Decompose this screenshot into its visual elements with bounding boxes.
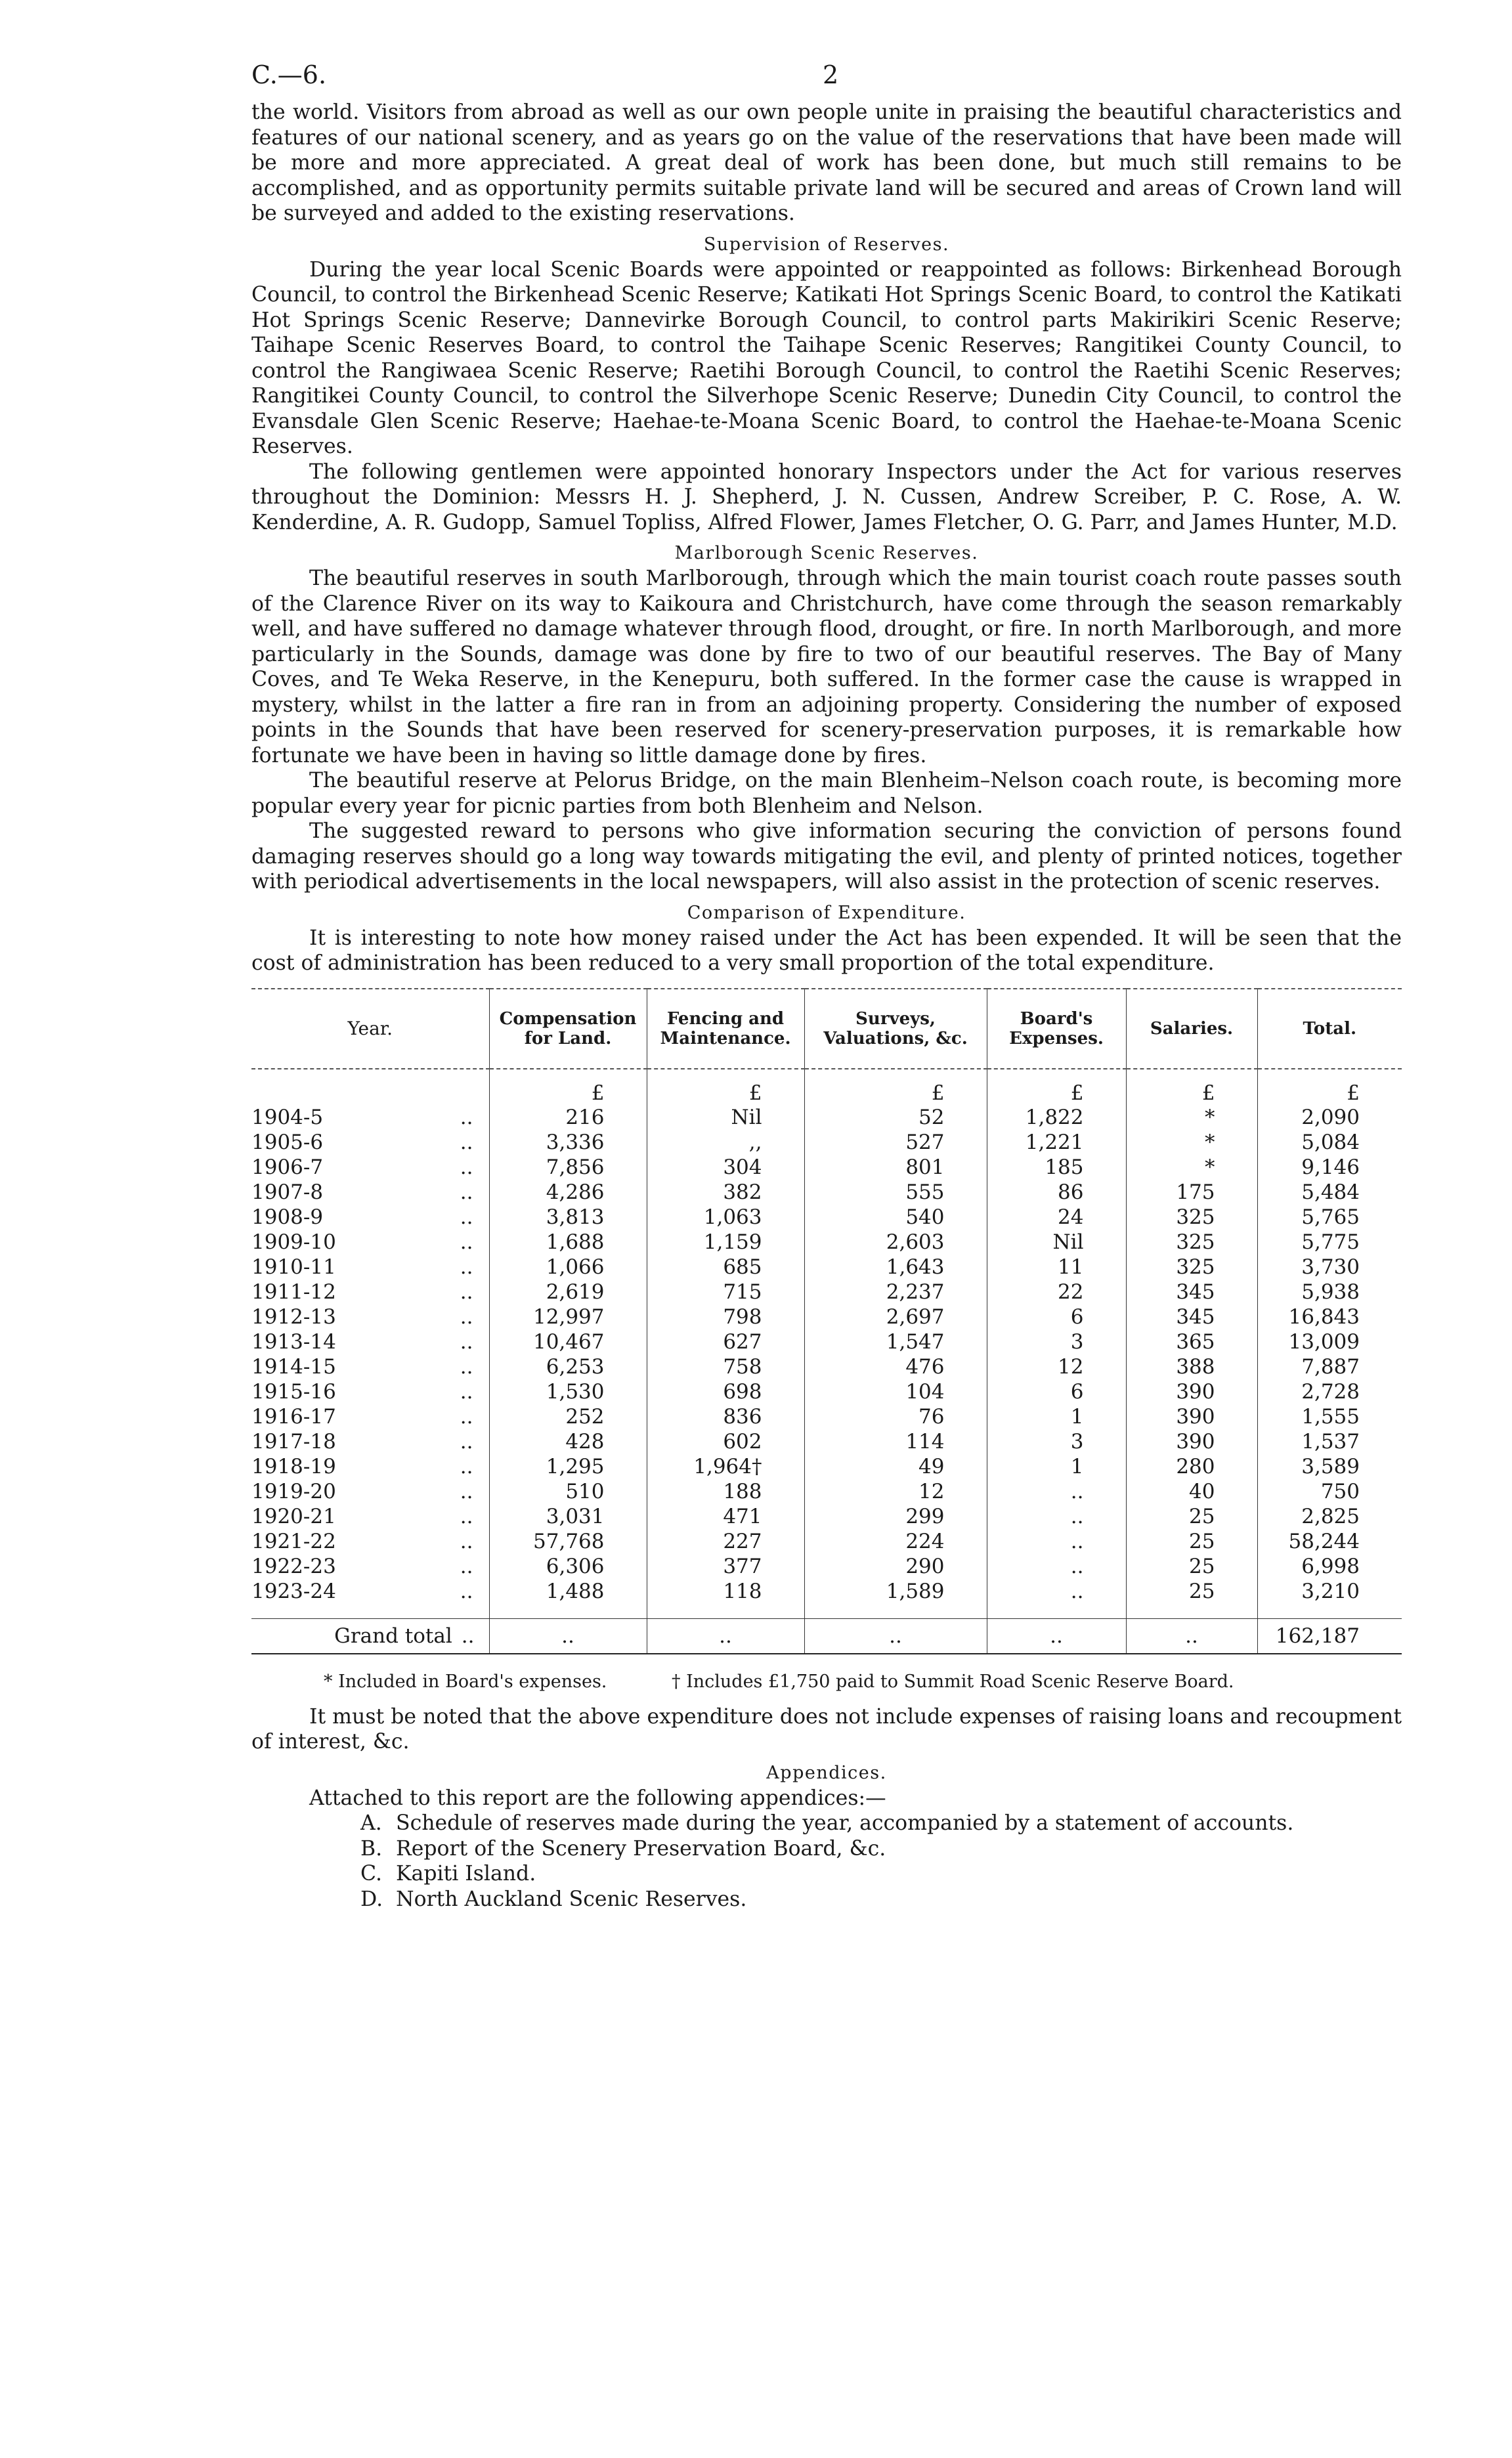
cell-board-expenses: .. xyxy=(987,1554,1126,1579)
spacer-row xyxy=(251,1604,1402,1619)
cell-board-expenses: 1,822 xyxy=(987,1105,1126,1130)
column-header-fencing: Fencing and Maintenance. xyxy=(647,989,804,1069)
cell-year: 1921-22 .. xyxy=(251,1529,473,1553)
cell-total: 750 xyxy=(1257,1479,1402,1504)
grand-total-leader: .. xyxy=(804,1618,987,1654)
cell-compensation: 216 xyxy=(489,1105,647,1130)
section-heading-comparison: Comparison of Expenditure. xyxy=(687,902,966,923)
cell-salaries: 390 xyxy=(1126,1404,1257,1429)
cell-year: 1919-20 .. xyxy=(251,1479,473,1503)
table-row xyxy=(251,1205,1402,1230)
cell-fencing: 798 xyxy=(647,1304,804,1329)
cell-salaries: 325 xyxy=(1126,1230,1257,1255)
table-row xyxy=(251,1429,1402,1454)
cell-surveys: 104 xyxy=(804,1379,987,1404)
cell-fencing: 188 xyxy=(647,1479,804,1504)
unit-label: £ xyxy=(987,1069,1126,1105)
column-header-surveys: Surveys, Valuations, &c. xyxy=(804,989,987,1069)
cell-year: 1910-11 .. xyxy=(251,1255,473,1279)
cell-compensation: 510 xyxy=(489,1479,647,1504)
cell-year: 1923-24 .. xyxy=(251,1579,473,1603)
column-header-year: Year. xyxy=(251,989,489,1069)
appendices-list xyxy=(251,1811,1402,1912)
cell-surveys: 2,237 xyxy=(804,1280,987,1304)
cell-total: 2,090 xyxy=(1257,1105,1402,1130)
cell-total: 9,146 xyxy=(1257,1155,1402,1180)
cell-surveys: 1,589 xyxy=(804,1579,987,1604)
cell-salaries: * xyxy=(1126,1130,1257,1155)
cell-surveys: 2,603 xyxy=(804,1230,987,1255)
document-page xyxy=(251,60,1402,1912)
cell-total: 5,765 xyxy=(1257,1205,1402,1230)
table-row xyxy=(251,1454,1402,1479)
cell-salaries: 390 xyxy=(1126,1429,1257,1454)
cell-total: 1,537 xyxy=(1257,1429,1402,1454)
marlborough-paragraph-2: The beautiful reserve at Pelorus Bridge, on the main Blenheim–Nelson coach route, is becoming more popular every year for picnic parties from both Blenheim and Nelson. xyxy=(251,769,1402,818)
table-header-row xyxy=(251,989,1402,1069)
cell-compensation: 1,295 xyxy=(489,1454,647,1479)
cell-salaries: 25 xyxy=(1126,1554,1257,1579)
cell-year: 1916-17 .. xyxy=(251,1404,473,1429)
supervision-paragraph-2: The following gentlemen were appointed honorary Inspectors under the Act for various reserves throughout the Dominion: Messrs H. J. Shepherd, J. N. Cussen, Andrew Screiber, P. C. Rose, A. W. Kenderdine, A. R. Gudopp, Samuel Topliss, Alfred Flower, James Fletcher, O. G. Parr, and James Hunter, M.D. xyxy=(251,460,1402,534)
cell-total: 3,589 xyxy=(1257,1454,1402,1479)
cell-salaries: 345 xyxy=(1126,1304,1257,1329)
cell-salaries: 365 xyxy=(1126,1329,1257,1354)
cell-compensation: 3,813 xyxy=(489,1205,647,1230)
cell-fencing: 602 xyxy=(647,1429,804,1454)
cell-compensation: 2,619 xyxy=(489,1280,647,1304)
appendix-item xyxy=(360,1836,1402,1862)
cell-year: 1905-6 .. xyxy=(251,1130,473,1154)
cell-year: 1909-10 .. xyxy=(251,1230,473,1254)
marlborough-paragraph-3: The suggested reward to persons who give information securing the conviction of persons found damaging reserves should go a long way towards mitigating the evil, and plenty of printed notices, together with periodical advertisements in the local newspapers, will also assist in the protection of scenic reserves. xyxy=(251,819,1402,894)
cell-salaries: 325 xyxy=(1126,1255,1257,1280)
cell-salaries: 40 xyxy=(1126,1479,1257,1504)
cell-fencing: Nil xyxy=(647,1105,804,1130)
cell-compensation: 1,066 xyxy=(489,1255,647,1280)
cell-fencing: 758 xyxy=(647,1354,804,1379)
grand-total-label: Grand total .. xyxy=(251,1618,489,1654)
cell-fencing: 377 xyxy=(647,1554,804,1579)
grand-total-leader: .. xyxy=(987,1618,1126,1654)
cell-compensation: 252 xyxy=(489,1404,647,1429)
grand-total-value: 162,187 xyxy=(1257,1618,1402,1654)
cell-board-expenses: 12 xyxy=(987,1354,1126,1379)
closing-paragraph: It must be noted that the above expenditure does not include expenses of raising loans and recoupment of interest, &c. xyxy=(251,1704,1402,1754)
cell-compensation: 4,286 xyxy=(489,1180,647,1205)
cell-salaries: 388 xyxy=(1126,1354,1257,1379)
marlborough-paragraph-1: The beautiful reserves in south Marlborough, through which the main tourist coach route passes south of the Clarence River on its way to Kaikoura and Christchurch, have come through the season remarkably well, and have suffered no damage whatever through flood, drought, or fire. In north Marlborough, and more particularly in the Sounds, damage was done by fire to two of our beautiful reserves. The Bay of Many Coves, and Te Weka Reserve, in the Kenepuru, both suffered. In the former case the cause is wrapped in mystery, whilst in the latter a fire ran in from an adjoining property. Considering the number of exposed points in the Sounds that have been reserved for scenery-preservation purposes, it is remarkable how fortunate we have been in having so little damage done by fires. xyxy=(251,567,1402,767)
cell-salaries: * xyxy=(1126,1105,1257,1130)
footnote-star: * Included in Board's expenses. xyxy=(324,1671,607,1692)
cell-compensation: 57,768 xyxy=(489,1529,647,1554)
cell-fencing: 304 xyxy=(647,1155,804,1180)
section-heading-supervision: Supervision of Reserves. xyxy=(703,234,950,255)
cell-board-expenses: 6 xyxy=(987,1304,1126,1329)
grand-total-leader: .. xyxy=(489,1618,647,1654)
cell-salaries: 345 xyxy=(1126,1280,1257,1304)
cell-compensation: 428 xyxy=(489,1429,647,1454)
supervision-paragraph-1: During the year local Scenic Boards were appointed or reappointed as follows: Birkenhead Borough Council, to control the Birkenhead Scenic Reserve; Katikati Hot Springs Scenic Board, to control the Katikati Hot Springs Scenic Reserve; Dannevirke Borough Council, to control parts Makirikiri Scenic Reserve; Taihape Scenic Reserves Board, to control the Taihape Scenic Reserves; Rangitikei County Council, to control the Rangiwaea Scenic Reserve; Raetihi Borough Council, to control the Raetihi Scenic Reserves; Rangitikei County Council, to control the Silverhope Scenic Reserve; Dunedin City Council, to control the Evansdale Glen Scenic Reserve; Haehae-te-Moana Scenic Board, to control the Haehae-te-Moana Scenic Reserves. xyxy=(251,257,1402,458)
cell-compensation: 6,253 xyxy=(489,1354,647,1379)
table-row xyxy=(251,1504,1402,1529)
cell-fencing: 1,964† xyxy=(647,1454,804,1479)
appendix-text: Kapiti Island. xyxy=(396,1862,536,1886)
cell-compensation: 10,467 xyxy=(489,1329,647,1354)
cell-total: 16,843 xyxy=(1257,1304,1402,1329)
cell-surveys: 114 xyxy=(804,1429,987,1454)
cell-total: 5,938 xyxy=(1257,1280,1402,1304)
cell-board-expenses: .. xyxy=(987,1579,1126,1604)
column-header-total: Total. xyxy=(1257,989,1402,1069)
cell-total: 3,210 xyxy=(1257,1579,1402,1604)
appendix-key: D. xyxy=(360,1887,383,1911)
appendix-text: Report of the Scenery Preservation Board, &c. xyxy=(396,1836,886,1861)
cell-board-expenses: 22 xyxy=(987,1280,1126,1304)
cell-board-expenses: .. xyxy=(987,1504,1126,1529)
appendix-key: B. xyxy=(360,1836,383,1861)
cell-surveys: 555 xyxy=(804,1180,987,1205)
cell-year: 1920-21 .. xyxy=(251,1504,473,1528)
appendix-item xyxy=(360,1887,1402,1912)
intro-paragraph: the world. Visitors from abroad as well as our own people unite in praising the beautiful characteristics and features of our national scenery, and as years go on the value of the reservations that have been made will be more and more appreciated. A great deal of work has been done, but much still remains to be accomplished, and as opportunity permits suitable private land will be secured and areas of Crown land will be surveyed and added to the existing reservations. xyxy=(251,100,1402,225)
cell-fencing: 715 xyxy=(647,1280,804,1304)
unit-label: £ xyxy=(647,1069,804,1105)
page-number: 2 xyxy=(823,60,839,89)
cell-salaries: 25 xyxy=(1126,1579,1257,1604)
cell-board-expenses: 1 xyxy=(987,1404,1126,1429)
cell-surveys: 290 xyxy=(804,1554,987,1579)
cell-board-expenses: 11 xyxy=(987,1255,1126,1280)
table-row xyxy=(251,1130,1402,1155)
table-row xyxy=(251,1230,1402,1255)
cell-compensation: 7,856 xyxy=(489,1155,647,1180)
table-footnotes xyxy=(251,1662,1402,1704)
appendix-item xyxy=(360,1861,1402,1887)
appendix-key: A. xyxy=(360,1811,382,1835)
appendix-key: C. xyxy=(360,1862,382,1886)
cell-surveys: 2,697 xyxy=(804,1304,987,1329)
cell-year: 1908-9 .. xyxy=(251,1205,473,1229)
cell-salaries: 175 xyxy=(1126,1180,1257,1205)
grand-total-row xyxy=(251,1618,1402,1654)
table-row xyxy=(251,1479,1402,1504)
cell-compensation: 3,336 xyxy=(489,1130,647,1155)
cell-compensation: 1,688 xyxy=(489,1230,647,1255)
table-body xyxy=(251,1069,1402,1654)
cell-surveys: 224 xyxy=(804,1529,987,1554)
table-row xyxy=(251,1354,1402,1379)
cell-board-expenses: 3 xyxy=(987,1429,1126,1454)
cell-salaries: 25 xyxy=(1126,1529,1257,1554)
table-row xyxy=(251,1579,1402,1604)
table-row xyxy=(251,1304,1402,1329)
cell-surveys: 801 xyxy=(804,1155,987,1180)
cell-board-expenses: 6 xyxy=(987,1379,1126,1404)
cell-total: 5,484 xyxy=(1257,1180,1402,1205)
cell-total: 58,244 xyxy=(1257,1529,1402,1554)
cell-fencing: 698 xyxy=(647,1379,804,1404)
cell-salaries: * xyxy=(1126,1155,1257,1180)
table-row xyxy=(251,1255,1402,1280)
section-heading-appendices: Appendices. xyxy=(766,1762,887,1783)
cell-compensation: 1,530 xyxy=(489,1379,647,1404)
cell-salaries: 390 xyxy=(1126,1379,1257,1404)
cell-total: 2,728 xyxy=(1257,1379,1402,1404)
cell-surveys: 527 xyxy=(804,1130,987,1155)
cell-board-expenses: .. xyxy=(987,1529,1126,1554)
grand-total-leader: .. xyxy=(647,1618,804,1654)
table-row xyxy=(251,1155,1402,1180)
cell-year: 1906-7 .. xyxy=(251,1155,473,1179)
appendices-intro: Attached to this report are the following appendices:— xyxy=(309,1786,886,1810)
cell-total: 1,555 xyxy=(1257,1404,1402,1429)
cell-compensation: 3,031 xyxy=(489,1504,647,1529)
document-code: C.—6. xyxy=(251,60,327,89)
cell-total: 2,825 xyxy=(1257,1504,1402,1529)
cell-year: 1914-15 .. xyxy=(251,1354,473,1379)
cell-board-expenses: 3 xyxy=(987,1329,1126,1354)
cell-fencing: 1,159 xyxy=(647,1230,804,1255)
cell-year: 1922-23 .. xyxy=(251,1554,473,1578)
cell-surveys: 76 xyxy=(804,1404,987,1429)
cell-surveys: 12 xyxy=(804,1479,987,1504)
appendix-text: North Auckland Scenic Reserves. xyxy=(396,1887,747,1911)
cell-board-expenses: 185 xyxy=(987,1155,1126,1180)
cell-fencing: 685 xyxy=(647,1255,804,1280)
cell-compensation: 1,488 xyxy=(489,1579,647,1604)
cell-board-expenses: 86 xyxy=(987,1180,1126,1205)
footnote-dagger: † Includes £1,750 paid to Summit Road Scenic Reserve Board. xyxy=(672,1671,1234,1692)
appendix-text: Schedule of reserves made during the year, accompanied by a statement of accounts. xyxy=(396,1811,1294,1835)
grand-total-leader: .. xyxy=(1126,1618,1257,1654)
cell-year: 1915-16 .. xyxy=(251,1379,473,1404)
unit-label: £ xyxy=(1126,1069,1257,1105)
cell-board-expenses: .. xyxy=(987,1479,1126,1504)
cell-fencing: ,, xyxy=(647,1130,804,1155)
column-header-board-expenses: Board's Expenses. xyxy=(987,989,1126,1069)
cell-salaries: 25 xyxy=(1126,1504,1257,1529)
comparison-paragraph: It is interesting to note how money raised under the Act has been expended. It will be seen that the cost of administration has been reduced to a very small proportion of the total expenditure. xyxy=(251,926,1402,975)
cell-salaries: 325 xyxy=(1126,1205,1257,1230)
cell-salaries: 280 xyxy=(1126,1454,1257,1479)
cell-fencing: 1,063 xyxy=(647,1205,804,1230)
cell-year: 1911-12 .. xyxy=(251,1280,473,1304)
cell-total: 5,775 xyxy=(1257,1230,1402,1255)
table-row xyxy=(251,1105,1402,1130)
table-row xyxy=(251,1180,1402,1205)
cell-year: 1918-19 .. xyxy=(251,1454,473,1478)
table-row xyxy=(251,1529,1402,1554)
cell-fencing: 836 xyxy=(647,1404,804,1429)
cell-fencing: 627 xyxy=(647,1329,804,1354)
cell-fencing: 227 xyxy=(647,1529,804,1554)
cell-surveys: 49 xyxy=(804,1454,987,1479)
cell-board-expenses: 1 xyxy=(987,1454,1126,1479)
cell-surveys: 52 xyxy=(804,1105,987,1130)
table-row xyxy=(251,1280,1402,1304)
cell-total: 3,730 xyxy=(1257,1255,1402,1280)
cell-fencing: 382 xyxy=(647,1180,804,1205)
cell-surveys: 1,643 xyxy=(804,1255,987,1280)
cell-compensation: 12,997 xyxy=(489,1304,647,1329)
cell-board-expenses: Nil xyxy=(987,1230,1126,1255)
cell-board-expenses: 24 xyxy=(987,1205,1126,1230)
table-row xyxy=(251,1404,1402,1429)
column-header-compensation: Compensation for Land. xyxy=(489,989,647,1069)
cell-year: 1907-8 .. xyxy=(251,1180,473,1204)
cell-total: 5,084 xyxy=(1257,1130,1402,1155)
table-row xyxy=(251,1379,1402,1404)
cell-fencing: 471 xyxy=(647,1504,804,1529)
cell-board-expenses: 1,221 xyxy=(987,1130,1126,1155)
table-row xyxy=(251,1554,1402,1579)
appendix-item xyxy=(360,1811,1402,1836)
cell-surveys: 1,547 xyxy=(804,1329,987,1354)
page-header xyxy=(251,60,1402,100)
unit-label: £ xyxy=(1257,1069,1402,1105)
section-heading-marlborough: Marlborough Scenic Reserves. xyxy=(674,543,979,563)
cell-year: 1913-14 .. xyxy=(251,1329,473,1354)
cell-surveys: 540 xyxy=(804,1205,987,1230)
cell-year: 1912-13 .. xyxy=(251,1304,473,1329)
unit-row xyxy=(251,1069,1402,1105)
cell-total: 6,998 xyxy=(1257,1554,1402,1579)
cell-total: 7,887 xyxy=(1257,1354,1402,1379)
cell-year: 1917-18 .. xyxy=(251,1429,473,1454)
cell-year: 1904-5 .. xyxy=(251,1105,473,1129)
expenditure-table xyxy=(251,988,1402,1654)
cell-surveys: 476 xyxy=(804,1354,987,1379)
table-row xyxy=(251,1329,1402,1354)
cell-total: 13,009 xyxy=(1257,1329,1402,1354)
cell-compensation: 6,306 xyxy=(489,1554,647,1579)
column-header-salaries: Salaries. xyxy=(1126,989,1257,1069)
cell-surveys: 299 xyxy=(804,1504,987,1529)
unit-label: £ xyxy=(489,1069,647,1105)
unit-label: £ xyxy=(804,1069,987,1105)
cell-fencing: 118 xyxy=(647,1579,804,1604)
